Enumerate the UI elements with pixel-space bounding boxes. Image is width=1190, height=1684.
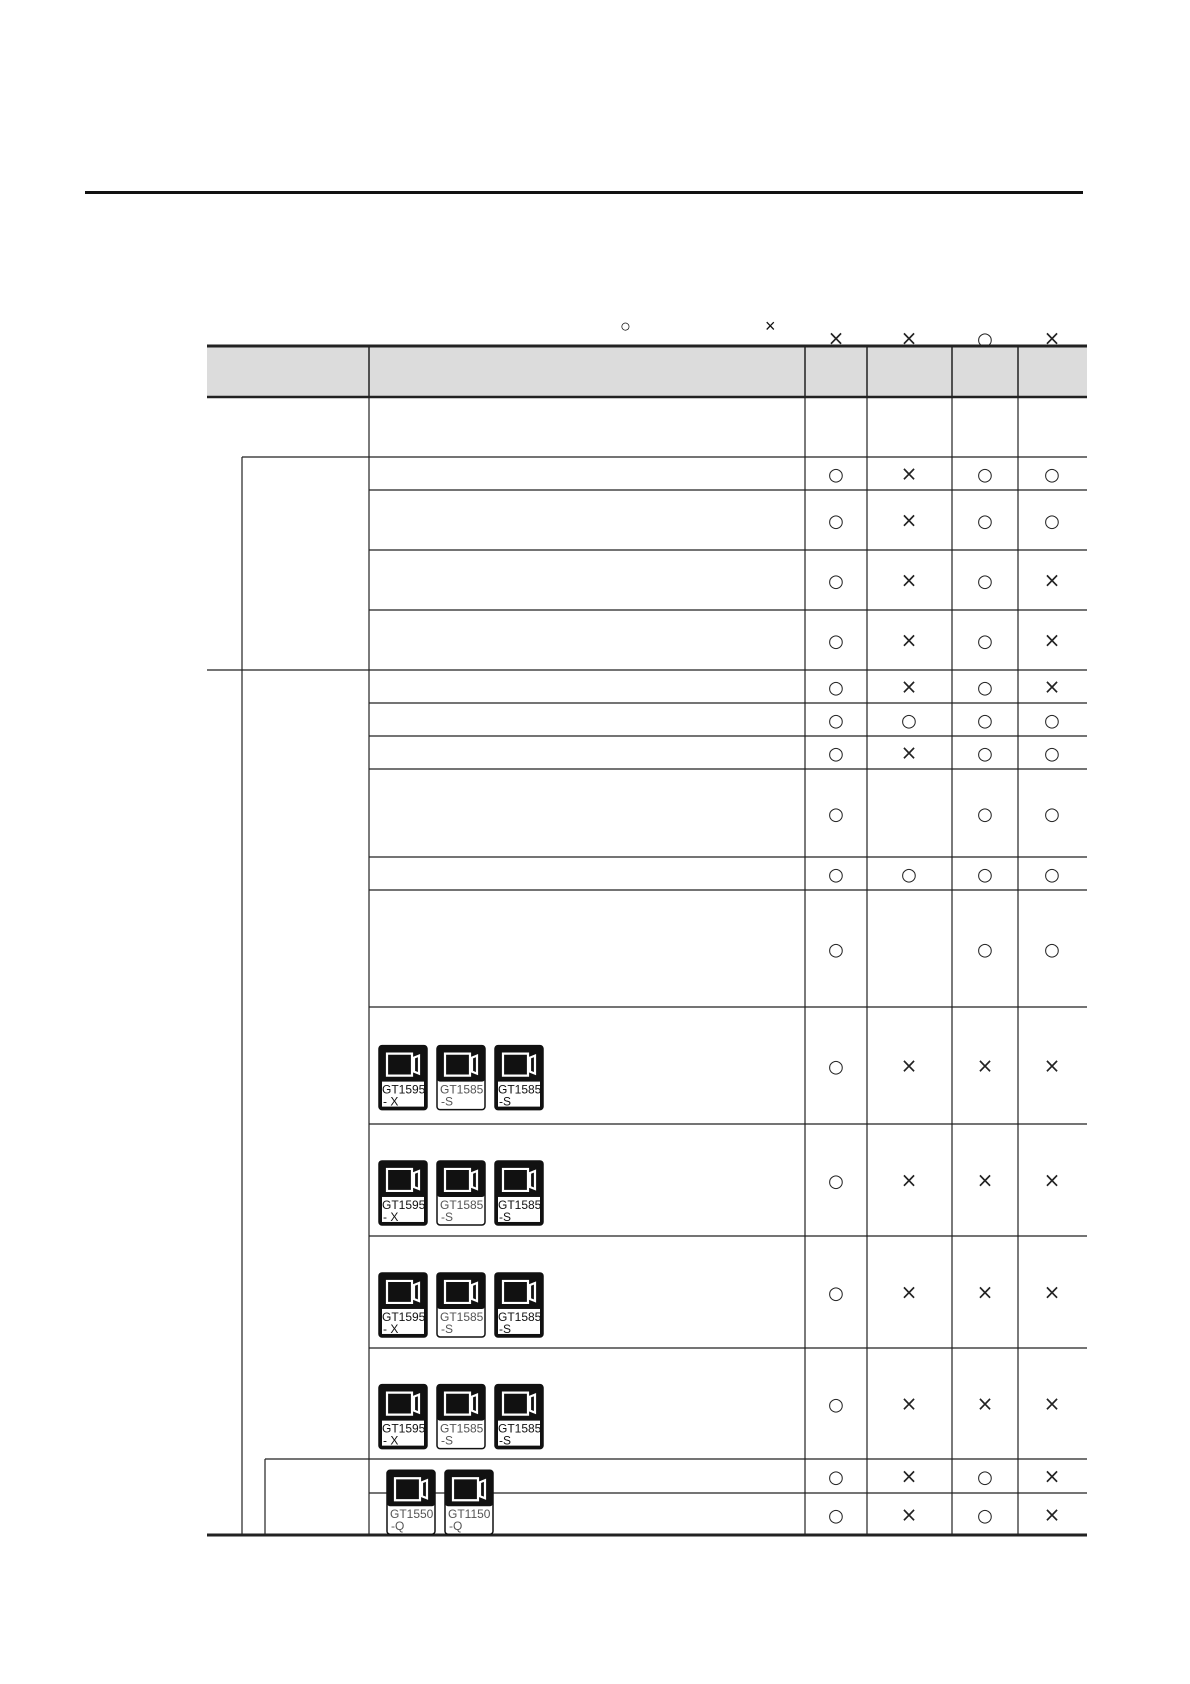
not-supported-mark: × [976,1280,994,1304]
model-badge-name: GT1585 [440,1197,484,1212]
supported-mark: ○ [977,710,993,732]
supported-mark: ○ [977,1467,993,1488]
not-supported-mark: × [976,1168,994,1192]
not-supported-mark: × [1043,1168,1061,1192]
supported-mark: ○ [828,677,844,699]
model-badge-icon [379,1161,427,1225]
model-badge-suffix: -Q [391,1519,405,1534]
supported-mark: ○ [1044,743,1060,765]
table-grid [207,326,1087,1536]
model-badge-suffix: -S [499,1094,511,1109]
supported-mark: ○ [977,631,993,652]
not-supported-mark: × [976,1053,994,1078]
supported-mark: ○ [977,571,993,592]
supported-mark: ○ [828,864,844,886]
not-supported-mark: × [900,326,918,350]
model-badge-name: GT1585 [440,1309,484,1324]
legend-supported-symbol: ○ [620,316,631,336]
supported-mark: ○ [828,1056,844,1078]
supported-mark: ○ [828,1171,844,1192]
supported-mark: ○ [1044,804,1060,825]
not-supported-mark: × [1043,1053,1061,1078]
model-badge-icon [437,1161,485,1225]
model-badge-icon [379,1273,427,1337]
supported-mark: ○ [828,804,844,825]
model-badge-suffix: -S [499,1433,511,1448]
model-badge-name: GT1585 [498,1309,542,1324]
top-rule [85,191,1083,194]
not-supported-mark: × [900,461,918,486]
supported-mark: ○ [828,710,844,732]
model-badge-suffix: -S [441,1209,453,1224]
supported-mark: ○ [1044,511,1060,532]
supported-mark: ○ [828,1467,844,1488]
not-supported-mark: × [900,1502,918,1527]
model-badge-name: GT1595 [382,1197,426,1212]
model-badge-suffix: -S [441,1321,453,1336]
not-supported-mark: × [1043,674,1061,699]
model-badge-name: GT1585 [498,1421,542,1436]
model-badge-icon [437,1046,485,1110]
model-badge-name: GT1585 [498,1082,542,1097]
model-badge-name: GT1595 [382,1309,426,1324]
supported-mark: ○ [977,511,993,532]
supported-mark: ○ [977,464,993,486]
model-badge-suffix: - X [383,1209,399,1224]
model-badge-name: GT1595 [382,1082,426,1097]
supported-mark: ○ [828,1394,844,1416]
supported-mark: ○ [977,939,993,961]
supported-mark: ○ [977,329,993,350]
not-supported-mark: × [1043,1280,1061,1304]
model-badge-name: GT1550 [390,1507,434,1522]
not-supported-mark: × [900,1053,918,1078]
model-badge-icon [379,1385,427,1449]
supported-mark: ○ [828,939,844,961]
not-supported-mark: × [1043,1502,1061,1527]
model-badge-name: GT1585 [498,1197,542,1212]
not-supported-mark: × [1043,628,1061,652]
model-badge-icon [445,1470,493,1534]
not-supported-mark: × [900,1464,918,1488]
legend-not-supported-symbol: × [765,316,776,336]
not-supported-mark: × [900,740,918,765]
not-supported-mark: × [1043,1464,1061,1488]
model-badge-suffix: -S [441,1433,453,1448]
model-badge-suffix: - X [383,1321,399,1336]
not-supported-mark: × [900,508,918,532]
not-supported-mark: × [827,326,845,350]
model-badge-icon [437,1273,485,1337]
supported-mark: ○ [1044,864,1060,886]
table-header-background [207,345,1087,397]
not-supported-mark: × [976,1391,994,1416]
supported-mark: ○ [977,677,993,699]
supported-mark: ○ [828,571,844,592]
supported-mark: ○ [977,1505,993,1527]
supported-mark: ○ [977,864,993,886]
model-badge-name: GT1595 [382,1421,426,1436]
supported-mark: ○ [1044,464,1060,486]
function-support-table [207,326,1087,1536]
supported-mark: ○ [901,710,917,732]
supported-mark: ○ [828,1283,844,1304]
model-badge-suffix: -S [499,1321,511,1336]
model-badge-suffix: -S [499,1209,511,1224]
not-supported-mark: × [900,628,918,652]
model-badge-icon [437,1385,485,1449]
model-badge-suffix: -Q [449,1519,463,1534]
model-badge-name: GT1150 [448,1507,491,1522]
not-supported-mark: × [900,1168,918,1192]
model-badge-icon [379,1046,427,1110]
model-badge-suffix: - X [383,1094,399,1109]
supported-mark: ○ [901,864,917,886]
model-badge-suffix: -S [441,1094,453,1109]
not-supported-mark: × [900,568,918,592]
supported-mark: ○ [828,1505,844,1527]
supported-mark: ○ [828,631,844,652]
model-badge-suffix: - X [383,1433,399,1448]
supported-mark: ○ [1044,939,1060,961]
supported-mark: ○ [828,743,844,765]
not-supported-mark: × [900,1391,918,1416]
model-badge-icon [495,1161,543,1225]
supported-mark: ○ [977,804,993,825]
supported-mark: ○ [977,743,993,765]
model-badge-icon [387,1470,435,1534]
model-badge-icon [495,1273,543,1337]
not-supported-mark: × [1043,1391,1061,1416]
not-supported-mark: × [900,1280,918,1304]
not-supported-mark: × [1043,326,1061,350]
supported-mark: ○ [1044,710,1060,732]
not-supported-mark: × [1043,568,1061,592]
model-badge-name: GT1585 [440,1082,484,1097]
not-supported-mark: × [900,674,918,699]
model-badge-icon [495,1046,543,1110]
model-badge-icon [495,1385,543,1449]
supported-mark: ○ [828,511,844,532]
supported-mark: ○ [828,464,844,486]
model-badge-name: GT1585 [440,1421,484,1436]
